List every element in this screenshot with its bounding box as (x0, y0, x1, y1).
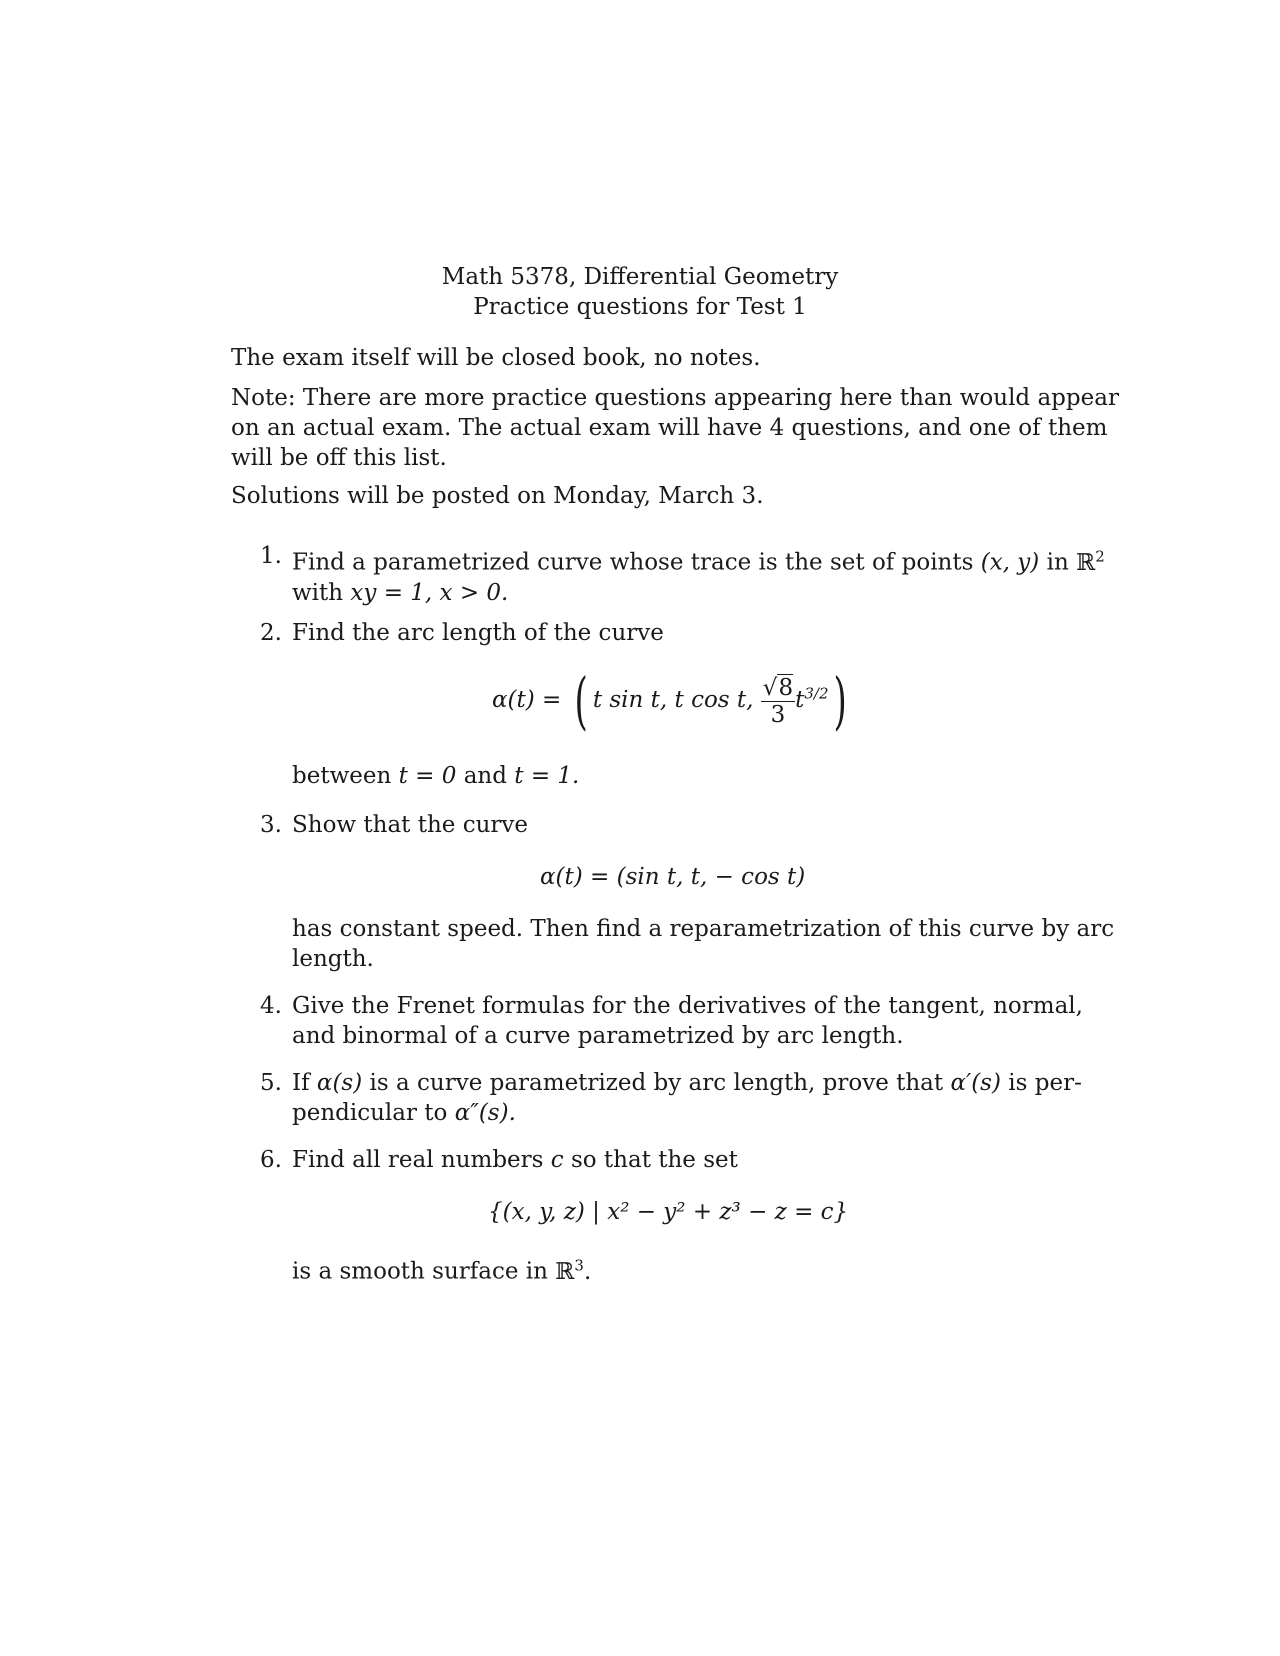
question-2-eq-tail: t (795, 687, 805, 713)
question-3-text: Show that the curve (292, 812, 529, 838)
question-4-text: Give the Frenet formulas for the derivatives of the tangent, normal, and binormal of a curve parametrized by arc length. (292, 993, 1083, 1049)
solutions-note: Solutions will be posted on Monday, March 3. (231, 483, 764, 509)
question-4-number: 4. (260, 993, 282, 1019)
question-3-equation: α(t) = (sin t, t, − cos t) (540, 864, 806, 890)
practice-note (231, 383, 1119, 473)
practice-note-line-2: on an actual exam. The actual exam will have 4 questions, and one of them (231, 415, 1108, 441)
question-2-number: 2. (260, 620, 282, 646)
question-2-equation: α(t) = ( t sin t, t cos t, $\frac{√8}{3}$ $t^{3/2}$) (492, 664, 848, 737)
practice-note-line-1: Note: There are more practice questions appearing here than would appear (231, 385, 1119, 411)
question-1-in: in (1046, 549, 1069, 576)
question-1-condition: xy = 1, x > 0. (350, 579, 509, 606)
course-title: Math 5378, Differential Geometry (441, 264, 839, 290)
question-6-number: 6. (260, 1147, 282, 1173)
question-3-number: 3. (260, 812, 282, 838)
question-2-text: Find the arc length of the curve (292, 620, 664, 646)
question-6-text: Find all real numbers c so that the set (292, 1147, 738, 1173)
question-2-eq-inner: t sin t, t cos t, (592, 687, 754, 713)
question-2-fraction: $\frac{√8}{3}$ (762, 674, 794, 728)
question-2-eq-lhs: α(t) = (492, 687, 562, 713)
question-2-eq-exponent: 3/2 (804, 684, 829, 703)
question-1-with: with (292, 579, 344, 606)
practice-note-line-3: will be off this list. (231, 445, 447, 471)
question-2-range: between t = 0 and t = 1. (292, 763, 580, 789)
document-subtitle: Practice questions for Test 1 (473, 294, 807, 320)
title-block (0, 262, 1280, 322)
question-3-followup: has constant speed. Then find a reparametrization of this curve by arc length. (292, 916, 1115, 972)
question-1-space: ℝ$^2$ (1076, 547, 1105, 576)
question-5-text: If α(s) is a curve parametrized by arc length, prove that α′(s) is per- pendicular to α″(s). (292, 1070, 1082, 1126)
question-6-followup: is a smooth surface in ℝ$^3$. (292, 1256, 592, 1285)
question-5-number: 5. (260, 1070, 282, 1096)
question-1-math-point: (x, y) (980, 549, 1040, 576)
closed-book-note: The exam itself will be closed book, no notes. (231, 345, 761, 371)
question-1-text (292, 541, 1105, 608)
question-1-text-a: Find a parametrized curve whose trace is the set of points (292, 549, 974, 576)
question-6-equation: {(x, y, z) | x² − y² + z³ − z = c} (488, 1199, 849, 1225)
question-1-number: 1. (260, 543, 282, 569)
